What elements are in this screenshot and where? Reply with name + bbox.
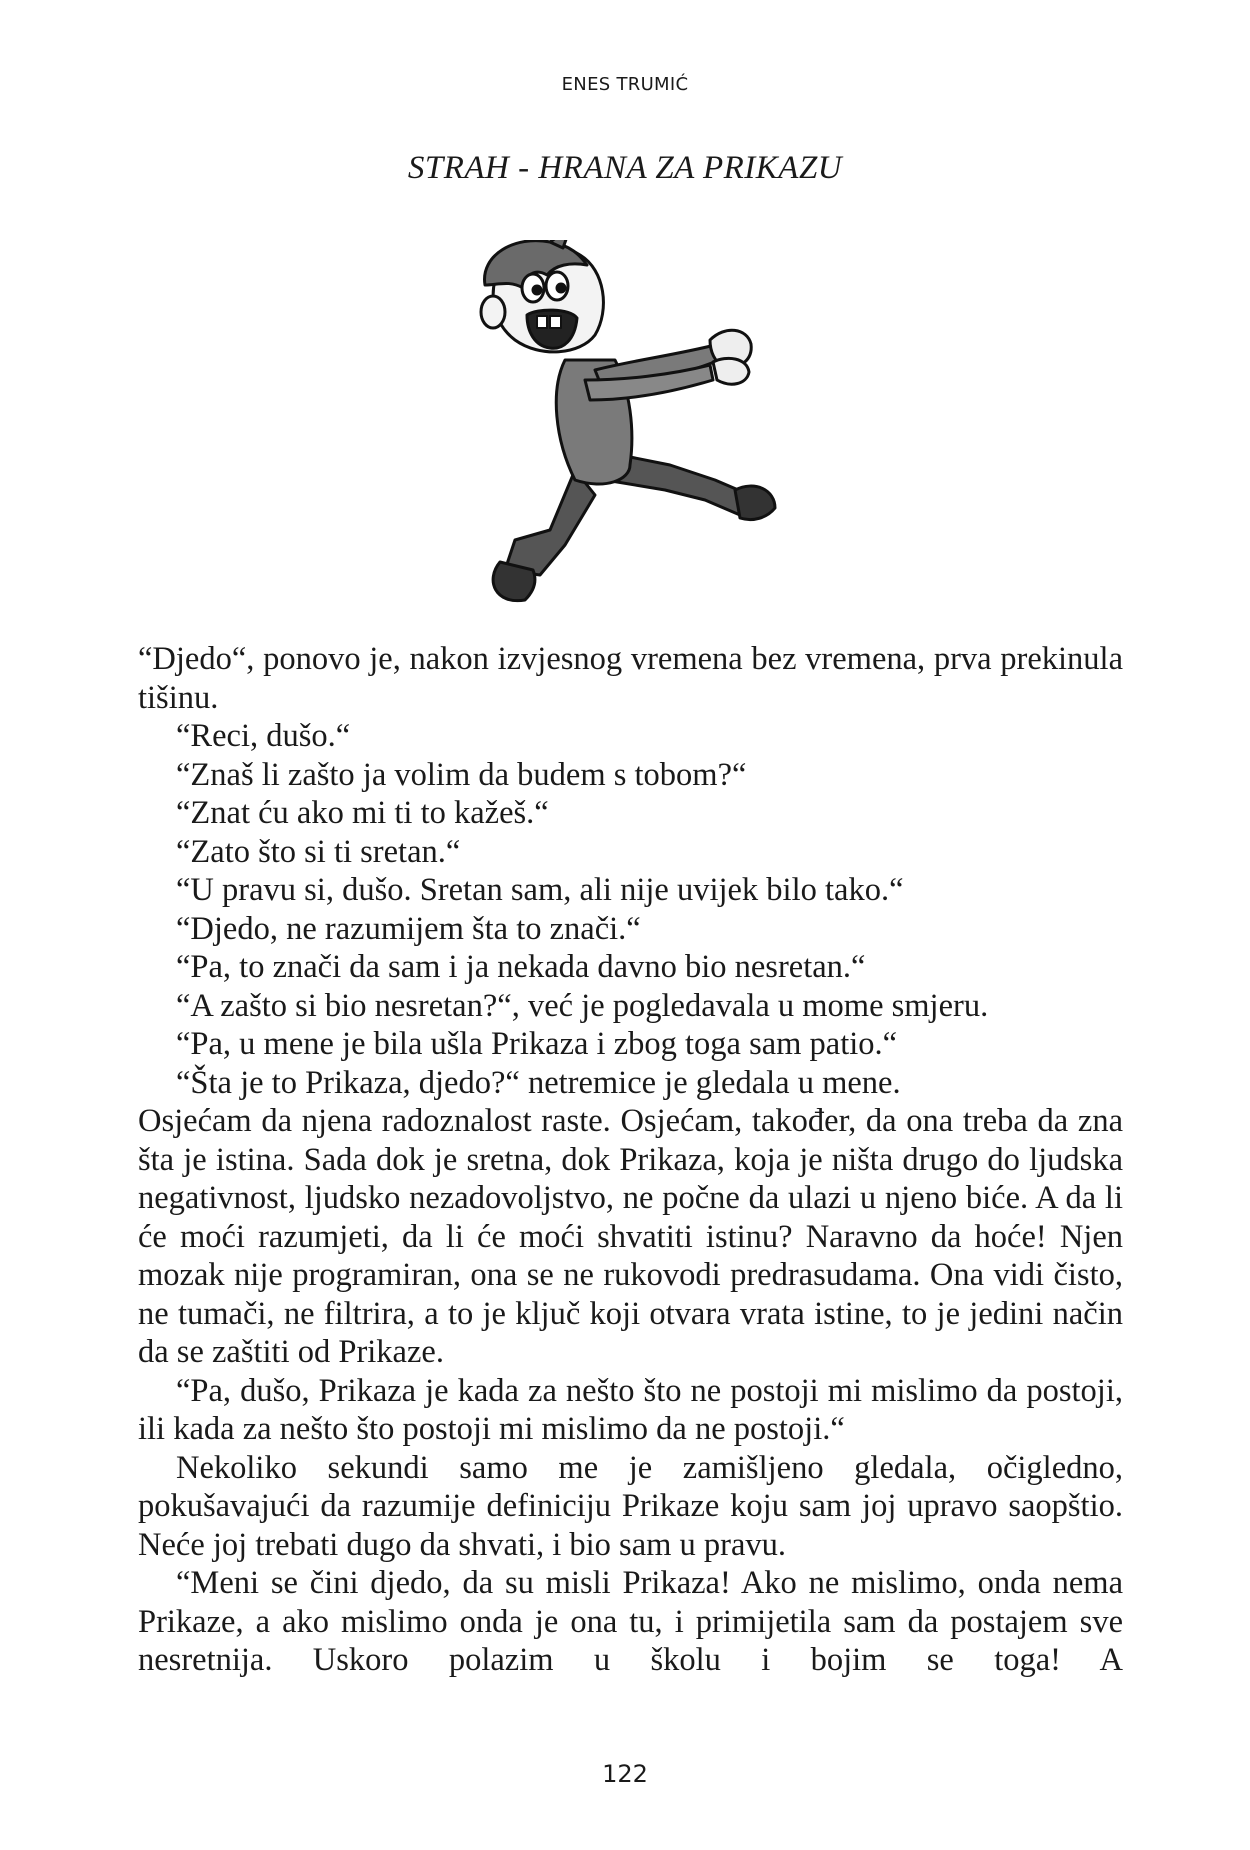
chapter-title: STRAH - HRANA ZA PRIKAZU: [407, 150, 843, 186]
body-text: [138, 640, 1123, 1680]
paragraph: “Šta je to Prikaza, djedo?“ netremice je gledala u mene.: [176, 1064, 901, 1101]
paragraph: “Znaš li zašto ja volim da budem s tobom?“: [176, 756, 747, 793]
paragraph: Osjećam da njena radoznalost raste. Osjećam, također, da ona treba da zna šta je istina. Sada dok je sretna, dok Prikaza, koja je ništa drugo do ljudska negativnost, ljudsko nezadovoljstvo, ne počne da ulazi u njeno biće. A da li će moći razumjeti, da li će moći shvatiti istinu? Naravno da hoće! Njen mozak nije programiran, ona se ne rukovodi predrasudama. Ona vidi čisto, ne tumači, ne filtrira, a to je ključ koji otvara vrata istine, to je jedini način da se zaštiti od Prikaze.: [138, 1103, 1123, 1370]
running-head: ENES TRUMIĆ: [561, 74, 689, 95]
paragraph: “Zato što si ti sretan.“: [176, 833, 461, 870]
paragraph: “Pa, u mene je bila ušla Prikaza i zbog toga sam patio.“: [176, 1026, 898, 1062]
paragraph: “U pravu si, dušo. Sretan sam, ali nije uvijek bilo tako.“: [176, 872, 904, 908]
paragraph: “Reci, dušo.“: [176, 718, 351, 754]
running-boy-illustration-icon: [455, 240, 815, 610]
paragraph: “Pa, to znači da sam i ja nekada davno bio nesretan.“: [176, 949, 866, 985]
paragraph: “Znat ću ako mi ti to kažeš.“: [176, 795, 549, 831]
paragraph: “Djedo“, ponovo je, nakon izvjesnog vremena bez vremena, prva prekinula tišinu.: [138, 641, 1123, 716]
paragraph: Nekoliko sekundi samo me je zamišljeno gledala, očigledno, pokušavajući da razumije definiciju Prikaze koju sam joj upravo saopštio. Neće joj trebati dugo da shvati, i bio sam u pravu.: [138, 1449, 1123, 1563]
paragraph: “Djedo, ne razumijem šta to znači.“: [176, 910, 641, 947]
page-number: 122: [602, 1760, 648, 1788]
paragraph: “A zašto si bio nesretan?“, već je pogledavala u mome smjeru.: [176, 987, 989, 1024]
paragraph: “Pa, dušo, Prikaza je kada za nešto što ne postoji mi mislimo da postoji, ili kada za nešto što postoji mi mislimo da ne postoji.“: [138, 1372, 1123, 1447]
paragraph: “Meni se čini djedo, da su misli Prikaza! Ako ne mislimo, onda nema Prikaze, a ako mislimo onda je ona tu, i primijetila sam da postajem sve nesretnija. Uskoro polazim u školu i bojim se toga! A: [138, 1565, 1123, 1678]
